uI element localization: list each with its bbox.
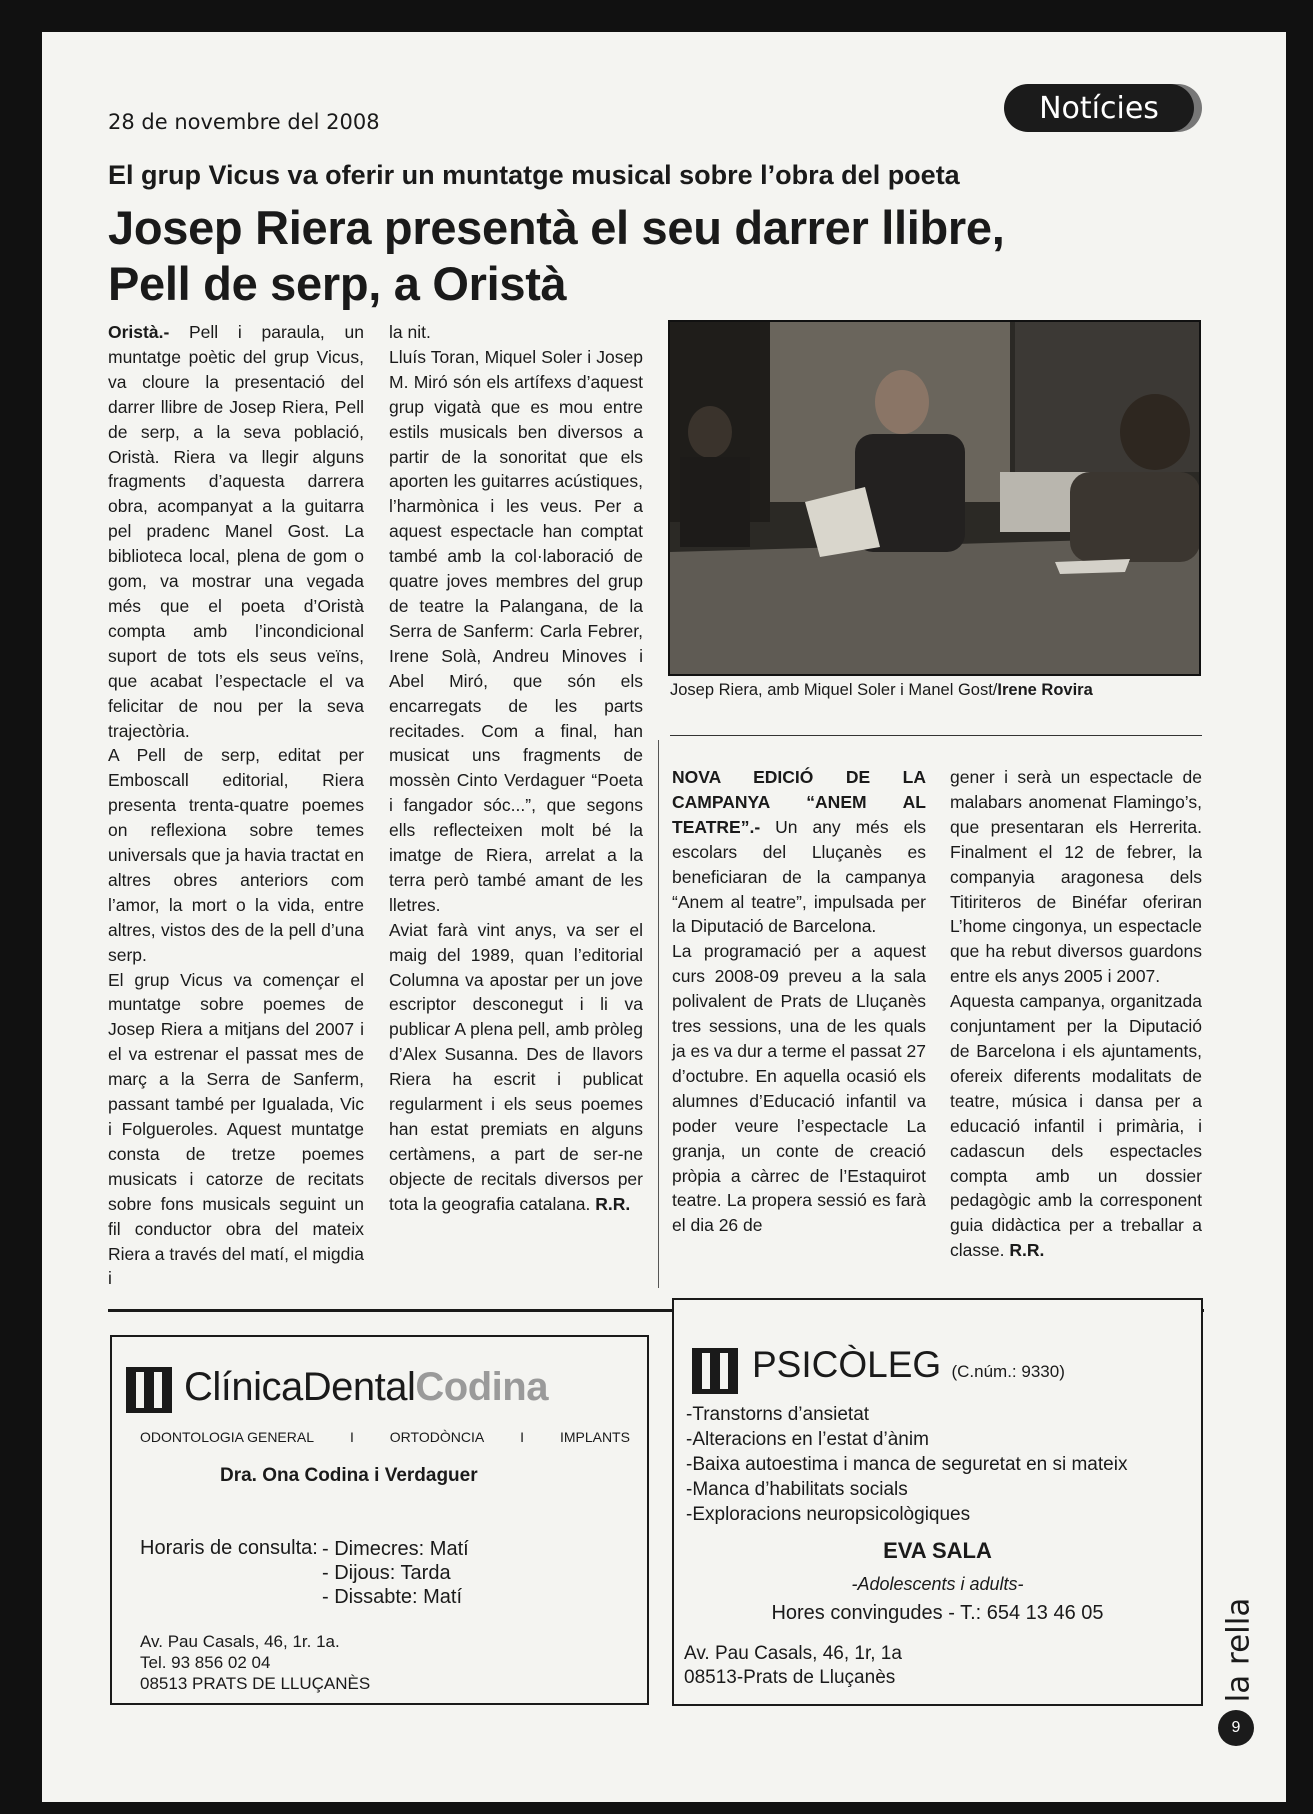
clinic-hours-item: - Dissabte: Matí	[322, 1586, 463, 1608]
psychologist-license: (C.núm.: 9330)	[951, 1362, 1065, 1381]
section-tab: Notícies	[1004, 84, 1194, 132]
article-paragraph: Lluís Toran, Miquel Soler i Josep M. Miró són els artífexs d’aquest grup vigatà que es mou entre estils musicals ben diversos a partir de la sonoritat que els aporten les guitarres acústiques, l’harmònica i les veus. Per a aquest espectacle han comptat també amb la col·laboració de quatre joves membres del grup de teatre la Palangana, de la Serra de Sanferm: Carla Febrer, Irene Solà, Andreu Minoves i Abel Miró, que són els encarregats de les parts recitades. Com a final, han musicat uns fragments de mossèn Cinto Verdaguer “Poeta i fangador sóc...”, que segons ells reflecteixen molt bé la imatge de Riera, arrelat a la terra però també amant de les lletres.	[389, 346, 643, 915]
article-paragraph: la nit.	[389, 322, 431, 342]
article-paragraph: El grup Vicus va començar el muntatge sobre poemes de Josep Riera a mitjans del 2007 i el va estrenar el passat mes de març a la Serra de Sanferm, passant també per Igualada, Vic i Folgueroles. Aquest muntatge consta de tretze poemes musicats i catorze de recitats sobre fons musicals seguint un fil conductor obra del mateix Riera a través del matí, el migdia i	[108, 969, 364, 1289]
clinic-logo-icon	[126, 1367, 172, 1413]
photo-caption: Josep Riera, amb Miquel Soler i Manel Gost/Irene Rovira	[670, 681, 1093, 699]
clinic-ad	[110, 1335, 649, 1705]
brief-paragraph: Un any més els escolars del Lluçanès es beneficiaran de la campanya “Anem al teatre”, impulsada per la Diputació de Barcelona.	[672, 816, 926, 937]
service-item: -Manca d’habilitats socials	[686, 1479, 908, 1500]
psychologist-services	[686, 1402, 1127, 1527]
article-paragraph: Aviat farà vint anys, va ser el maig del 1989, quan l’editorial Columna va apostar per un jove escriptor desconegut i li va publicar A plena pell, amb pròleg d’Alex Susanna. Des de llavors Riera ha escrit i publicat regularment i els seus poemes han estat premiats en alguns certàmens, a part de ser-ne objecte de recitals diversos per tota la geografia catalana.	[389, 919, 643, 1214]
clinic-specialties: ODONTOLOGIA GENERAL I ORTODÒNCIA I IMPLANTS	[140, 1429, 630, 1445]
psychologist-name: EVA SALA	[883, 1538, 992, 1563]
brief-paragraph: La programació per a aquest curs 2008-09 preveu a la sala polivalent de Prats de Lluçanès tres sessions, una de les quals ja es va dur a terme el passat 27 d’octubre. En aquella ocasió els alumnes d’Educació infantil va poder veure l’espectacle La granja, un conte de creació pròpia a càrrec de l’Estaquirot teatre. La propera sessió es farà el dia 26 de	[672, 941, 926, 1236]
psychologist-address: Av. Pau Casals, 46, 1r, 1a 08513-Prats de Lluçanès	[684, 1643, 902, 1688]
brief-column-2	[950, 765, 1202, 1263]
service-item: -Alteracions en l’estat d’ànim	[686, 1429, 929, 1450]
brief-paragraph: Aquesta campanya, organitzada conjuntament per la Diputació de Barcelona i els ajuntaments, ofereix diferents modalitats de teatre, música i dansa per a educació infantil i primària, i cadascun dels espectacles compta amb un dossier pedagògic amb la corresponent guia didàctica per a treballar a classe.	[950, 991, 1202, 1261]
article-column-1	[108, 320, 364, 1291]
clinic-doctor: Dra. Ona Codina i Verdaguer	[220, 1465, 478, 1486]
issue-date: 28 de novembre del 2008	[108, 110, 380, 134]
clinic-hours-item: - Dimecres: Matí	[322, 1538, 469, 1560]
clinic-hours-label: Horaris de consulta:	[140, 1537, 318, 1559]
article-kicker: El grup Vicus va oferir un muntatge musical sobre l’obra del poeta	[108, 160, 960, 190]
brief-subhead: NOVA EDICIÓ DE LA CAMPANYA “ANEM AL TEATRE”.-	[672, 767, 926, 837]
clinic-hours-item: - Dijous: Tarda	[322, 1562, 451, 1584]
psychologist-title: PSICÒLEG (C.núm.: 9330)	[752, 1344, 1065, 1385]
caption-divider	[670, 735, 1202, 736]
service-item: -Baixa autoestima i manca de seguretat en si mateix	[686, 1454, 1128, 1475]
article-paragraph: Pell i paraula, un muntatge poètic del grup Vicus, va cloure la presentació del darrer llibre de Josep Riera, Pell de serp, a la seva població, Oristà. Riera va llegir alguns fragments d’aquesta darrera obra, acompanyat a la guitarra pel pradenc Manel Gost. La biblioteca local, plena de gom o gom, va mostrar una vegada més que el poeta d’Oristà compta amb l’incondicional suport de tots els seus veïns, que acabat l’espectacle el va felicitar de nou per la seva trajectòria.	[108, 322, 364, 741]
brief-column-1	[672, 765, 926, 1238]
article-paragraph: A Pell de serp, editat per Emboscall editorial, Riera presenta trenta-quatre poemes on reflexiona sobre temes universals que ja havia tractat en altres obres anteriors com l’amor, la mort o la vida, entre altres, vistos des de la pell d’una serp.	[108, 745, 364, 965]
clinic-address: Av. Pau Casals, 46, 1r. 1a. Tel. 93 856 02 04 08513 PRATS DE LLUÇANÈS	[140, 1632, 371, 1693]
psychologist-hours: Hores convingudes - T.: 654 13 46 05	[771, 1602, 1104, 1624]
article-dateline: Oristà.-	[108, 322, 170, 342]
article-photo	[668, 320, 1201, 676]
service-item: -Exploracions neuropsicològiques	[686, 1504, 971, 1525]
article-signature: R.R.	[595, 1193, 631, 1214]
psychologist-ad	[672, 1298, 1203, 1706]
page-number: 9	[1218, 1710, 1254, 1746]
brief-signature: R.R.	[1009, 1240, 1045, 1261]
service-item: -Transtorns d’ansietat	[686, 1404, 870, 1425]
brief-paragraph: gener i serà un espectacle de malabars anomenat Flamingo’s, que presentaran els Herrerita. Finalment el 12 de febrer, la companyia aragonesa dels Titiriteros de Binéfar oferiran L’home cingonya, un espectacle que ha rebut diversos guardons entre els anys 2005 i 2007.	[950, 767, 1202, 987]
column-divider	[658, 740, 659, 1288]
article-headline: Josep Riera presentà el seu darrer llibre, Pell de serp, a Oristà	[108, 201, 1005, 310]
photo-illustration	[670, 322, 1201, 676]
psychologist-audience: -Adolescents i adults-	[851, 1574, 1024, 1594]
clinic-hours	[322, 1537, 469, 1609]
article-column-2	[389, 320, 643, 1217]
clinic-name: ClínicaDentalCodina	[184, 1365, 548, 1409]
magazine-brand: la rella	[1220, 1597, 1257, 1703]
photo-credit: Irene Rovira	[997, 681, 1093, 699]
psychologist-logo-icon	[692, 1348, 738, 1394]
